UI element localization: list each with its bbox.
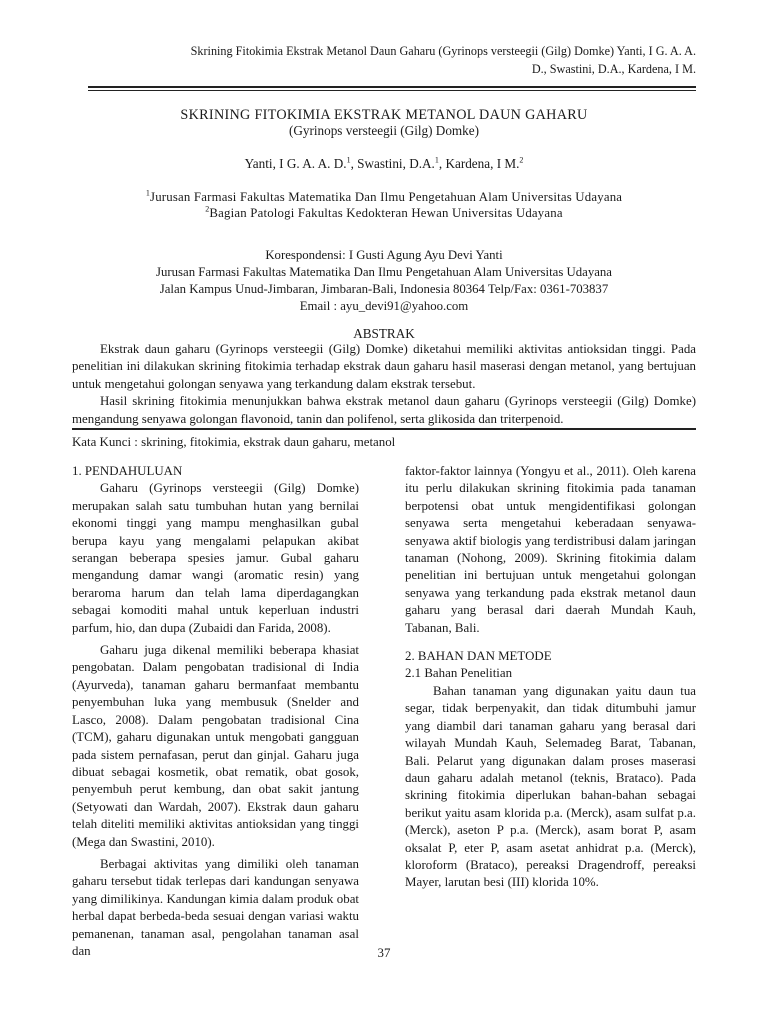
keywords: Kata Kunci : skrining, fitokimia, ekstrak daun gaharu, metanol [72, 435, 396, 449]
header-divider [88, 86, 696, 91]
page-number: 37 [377, 946, 391, 960]
intro-paragraph-3: Berbagai aktivitas yang dimiliki oleh tanaman gaharu tersebut tidak terlepas dari kandungan senyawa yang dimilikinya. Kandungan kimia dalam produk obat herbal dapat berbeda-beda sesuai dengan variasi waktu pemanenan, tanaman asal, pengolahan tanaman asal dan [72, 856, 359, 958]
running-header-line-1: Skrining Fitokimia Ekstrak Metanol Daun Gaharu (Gyrinops versteegii (Gilg) Domke) Yanti, I G. A. A. [190, 44, 696, 58]
intro-paragraph-2: Gaharu juga dikenal memiliki beberapa khasiat pengobatan. Dalam pengobatan tradisional di India (Ayurveda), tanaman gaharu bermanfaat membantu penyembuhan luka yang membusuk (Snelder and Lasco, 2008). Dalam pengobatan tradisional Cina (TCM), gaharu digunakan untuk mengobati gangguan pada sistem pernafasan, perut dan ginjal. Gaharu juga dibuat sebagai kosmetik, obat rematik, obat gosok, penyembuh perut kembung, dan obat sakit jantung (Setyowati dan Wardah, 2007). Ekstrak daun gaharu telah diteliti memiliki aktivitas antioksidan yang tinggi (Mega dan Swastini, 2010). [72, 643, 359, 849]
running-header-line-2: D., Swastini, D.A., Kardena, I M. [531, 62, 696, 76]
subsection-heading-materials: 2.1 Bahan Penelitian [405, 666, 513, 681]
abstract-heading: ABSTRAK [353, 326, 415, 341]
author-list [72, 155, 696, 173]
author-1-affil-mark: 1 [346, 155, 351, 165]
abstract-paragraph-2: Hasil skrining fitokimia menunjukkan bahwa ekstrak metanol daun gaharu (Gyrinops versteegii (Gilg) Domke) mengandung senyawa golongan flavonoid, tanin dan polifenol, serta glikosida dan triterpenoid. [72, 394, 696, 426]
abstract-paragraph-1: Ekstrak daun gaharu (Gyrinops versteegii (Gilg) Domke) diketahui memiliki aktivitas antioksidan tinggi. Pada penelitian ini dilakukan skrining fitokimia terhadap ekstrak daun gaharu hasil maserasi dengan metanol, yang bertujuan untuk mengetahui golongan senyawa yang terkandung dalam ekstrak tersebut. [72, 342, 696, 391]
correspondence-block [72, 247, 696, 315]
affiliation-1-mark: 1 [145, 188, 151, 198]
affiliation-2-text: Bagian Patologi Fakultas Kedokteran Hewan Universitas Udayana [209, 206, 563, 220]
section-heading-methods: 2. BAHAN DAN METODE [405, 649, 552, 664]
author-1: Yanti, I G. A. A. D. [244, 156, 347, 171]
correspondence-dept: Jurusan Farmasi Fakultas Matematika Dan Ilmu Pengetahuan Alam Universitas Udayana [156, 265, 612, 279]
author-3-affil-mark: 2 [519, 155, 524, 165]
article-subtitle: (Gyrinops versteegii (Gilg) Domke) [288, 123, 480, 138]
affiliation-2-mark: 2 [205, 204, 210, 214]
right-column [405, 463, 696, 892]
correspondence-name: Korespondensi: I Gusti Agung Ayu Devi Yanti [265, 248, 503, 262]
left-column [72, 463, 359, 960]
running-header [76, 42, 696, 78]
intro-paragraph-1: Gaharu (Gyrinops versteegii (Gilg) Domke) merupakan salah satu tumbuhan hutan yang bernilai ekonomi tinggi yang mampu menghasilkan gubal berupa kayu yang mengalami pelapukan akibat serangan beberapa spesies jamur. Gubal gaharu mengandung damar wangi (aromatic resin) yang beraroma harum dan telah lama diperdagangkan sebagai komoditi mahal untuk keperluan industri parfum, hio, dan dupa (Zubaidi dan Farida, 2008). [72, 481, 359, 635]
abstract-divider [72, 428, 696, 430]
materials-paragraph: Bahan tanaman yang digunakan yaitu daun tua segar, tidak berpenyakit, dan tidak ditumbuhi jamur yang diambil dari tanaman gaharu yang berasal dari wilayah Mundah Kauh, Selemadeg Barat, Tabanan, Bali. Pelarut yang digunakan dalam proses maserasi daun gaharu adalah metanol (teknis, Brataco). Pada skrining fitokimia diperlukan bahan-bahan sebagai berikut yaitu asam klorida p.a. (Merck), asam sulfat p.a. (Merck), aseton P p.a. (Merck), asam borat P, asam oksalat P, eter P, asam asetat anhidrat p.a. (Merck), kloroform (Brataco), pereaksi Dragendroff, pereaksi Mayer, larutan besi (III) klorida 10%. [405, 683, 696, 890]
correspondence-address: Jalan Kampus Unud-Jimbaran, Jimbaran-Bali, Indonesia 80364 Telp/Fax: 0361-703837 [159, 282, 609, 296]
affiliation-1-text: Jurusan Farmasi Fakultas Matematika Dan Ilmu Pengetahuan Alam Universitas Udayana [150, 190, 623, 204]
affiliation-2 [72, 204, 696, 222]
section-heading-introduction: 1. PENDAHULUAN [72, 464, 183, 478]
author-2: , Swastini, D.A. [350, 156, 435, 171]
abstract-body [72, 341, 696, 428]
article-title: SKRINING FITOKIMIA EKSTRAK METANOL DAUN GAHARU [180, 107, 588, 123]
correspondence-email: Email : ayu_devi91@yahoo.com [299, 299, 469, 313]
intro-paragraph-4: faktor-faktor lainnya (Yongyu et al., 2011). Oleh karena itu perlu dilakukan skrining fitokimia pada tanaman berpotensi obat untuk mengidentifikasi golongan senyawa serta mengetahui keberadaan senyawa-senyawa aktif biologis yang terdistribusi dalam jaringan tanaman (Nohong, 2009). Skrining fitokimia dalam penelitian ini bertujuan untuk mengetahui golongan senyawa yang terkandung pada ekstrak metanol daun gaharu yang berasal dari daerah Mundah Kauh, Tabanan, Bali. [405, 464, 696, 635]
author-2-affil-mark: 1 [434, 155, 439, 165]
author-3: , Kardena, I M. [438, 156, 520, 171]
